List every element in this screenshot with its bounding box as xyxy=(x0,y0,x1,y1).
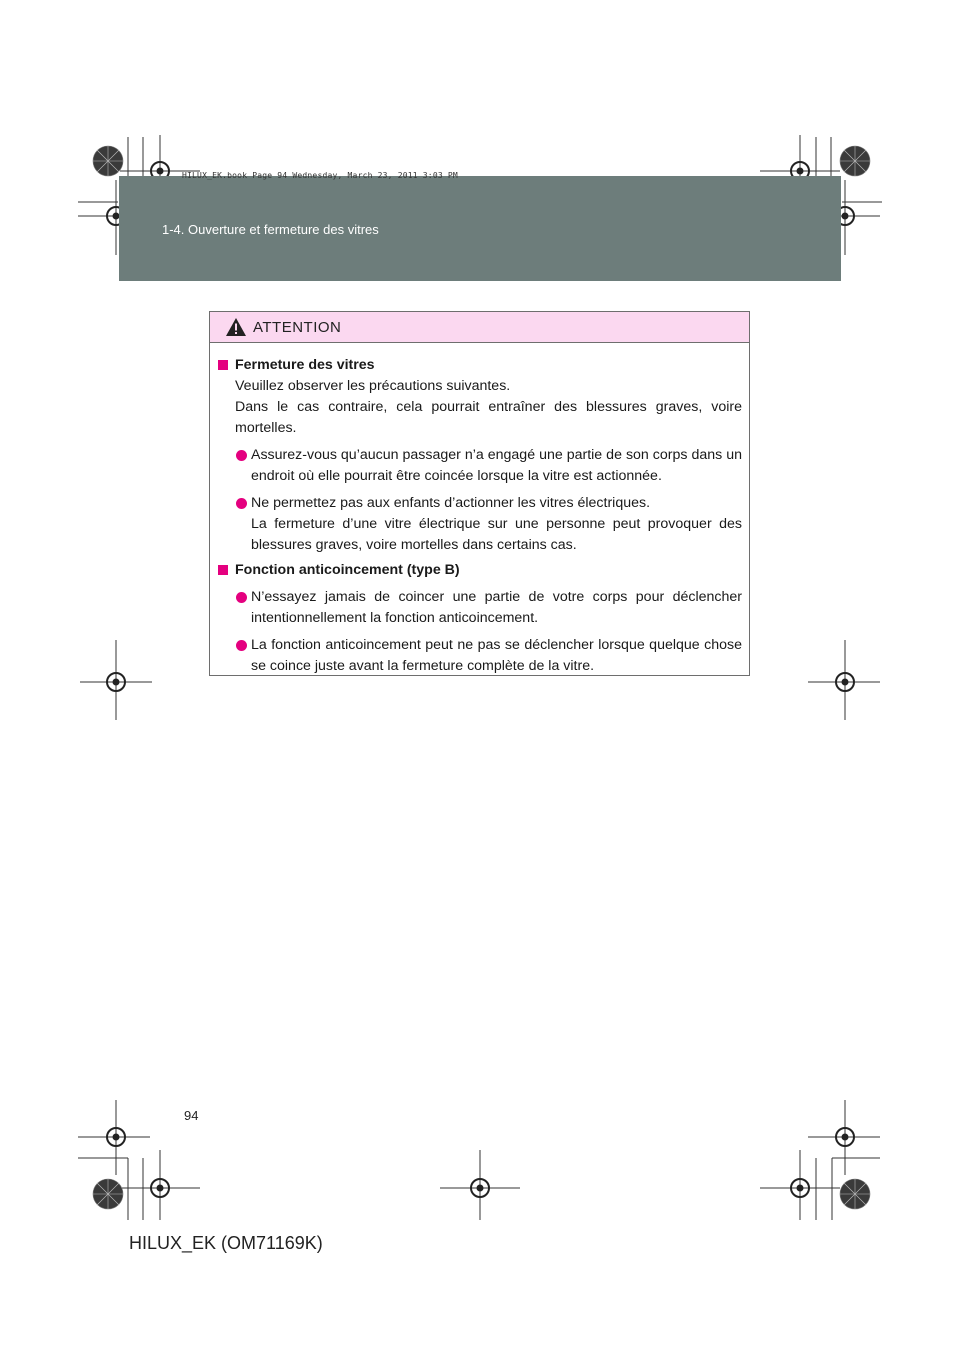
warning-section xyxy=(217,355,742,556)
warning-body xyxy=(210,343,749,677)
section-heading: Fonction anticoincement (type B) xyxy=(235,562,460,578)
round-bullet-icon xyxy=(236,450,247,461)
bullet-text: La fonction anticoincement peut ne pas se déclencher lorsque quelque chose se coince juste avant la fermeture complète de la vitre. xyxy=(251,637,742,674)
section-title: 1-4. Ouverture et fermeture des vitres xyxy=(162,222,379,237)
warning-title: ATTENTION xyxy=(253,318,342,336)
bullet-text: Ne permettez pas aux enfants d’actionner les vitres électriques. xyxy=(251,495,651,511)
bullet-text: La fermeture d’une vitre électrique sur une personne peut provoquer des blessures graves, voire mortelles dans certains cas. xyxy=(251,516,742,553)
paragraph: Dans le cas contraire, cela pourrait entraîner des blessures graves, voire mortelles. xyxy=(235,399,742,436)
footer-model: HILUX_EK (OM71169K) xyxy=(129,1233,323,1253)
bullet-text: Assurez-vous qu’aucun passager n’a engagé une partie de son corps dans un endroit où elle pourrait être coincée lorsque la vitre est actionnée. xyxy=(251,447,742,484)
file-stamp: HILUX_EK.book Page 94 Wednesday, March 23, 2011 3:03 PM xyxy=(182,171,458,180)
warning-triangle-icon xyxy=(225,317,247,337)
page-number: 94 xyxy=(184,1108,199,1123)
warning-box xyxy=(209,311,750,676)
round-bullet-icon xyxy=(236,640,247,651)
section-heading: Fermeture des vitres xyxy=(235,357,375,373)
bullet-text: N’essayez jamais de coincer une partie de votre corps pour déclencher intentionnellement la fonction anticoincement. xyxy=(251,589,742,626)
bullet-item xyxy=(235,445,742,487)
round-bullet-icon xyxy=(236,592,247,603)
round-bullet-icon xyxy=(236,498,247,509)
square-bullet-icon xyxy=(218,360,228,370)
bullet-item xyxy=(235,493,742,556)
warning-header xyxy=(210,312,749,343)
paragraph: Veuillez observer les précautions suivantes. xyxy=(235,378,511,394)
warning-section xyxy=(217,560,742,677)
bullet-item xyxy=(235,587,742,629)
bullet-item xyxy=(235,635,742,677)
square-bullet-icon xyxy=(218,565,228,575)
